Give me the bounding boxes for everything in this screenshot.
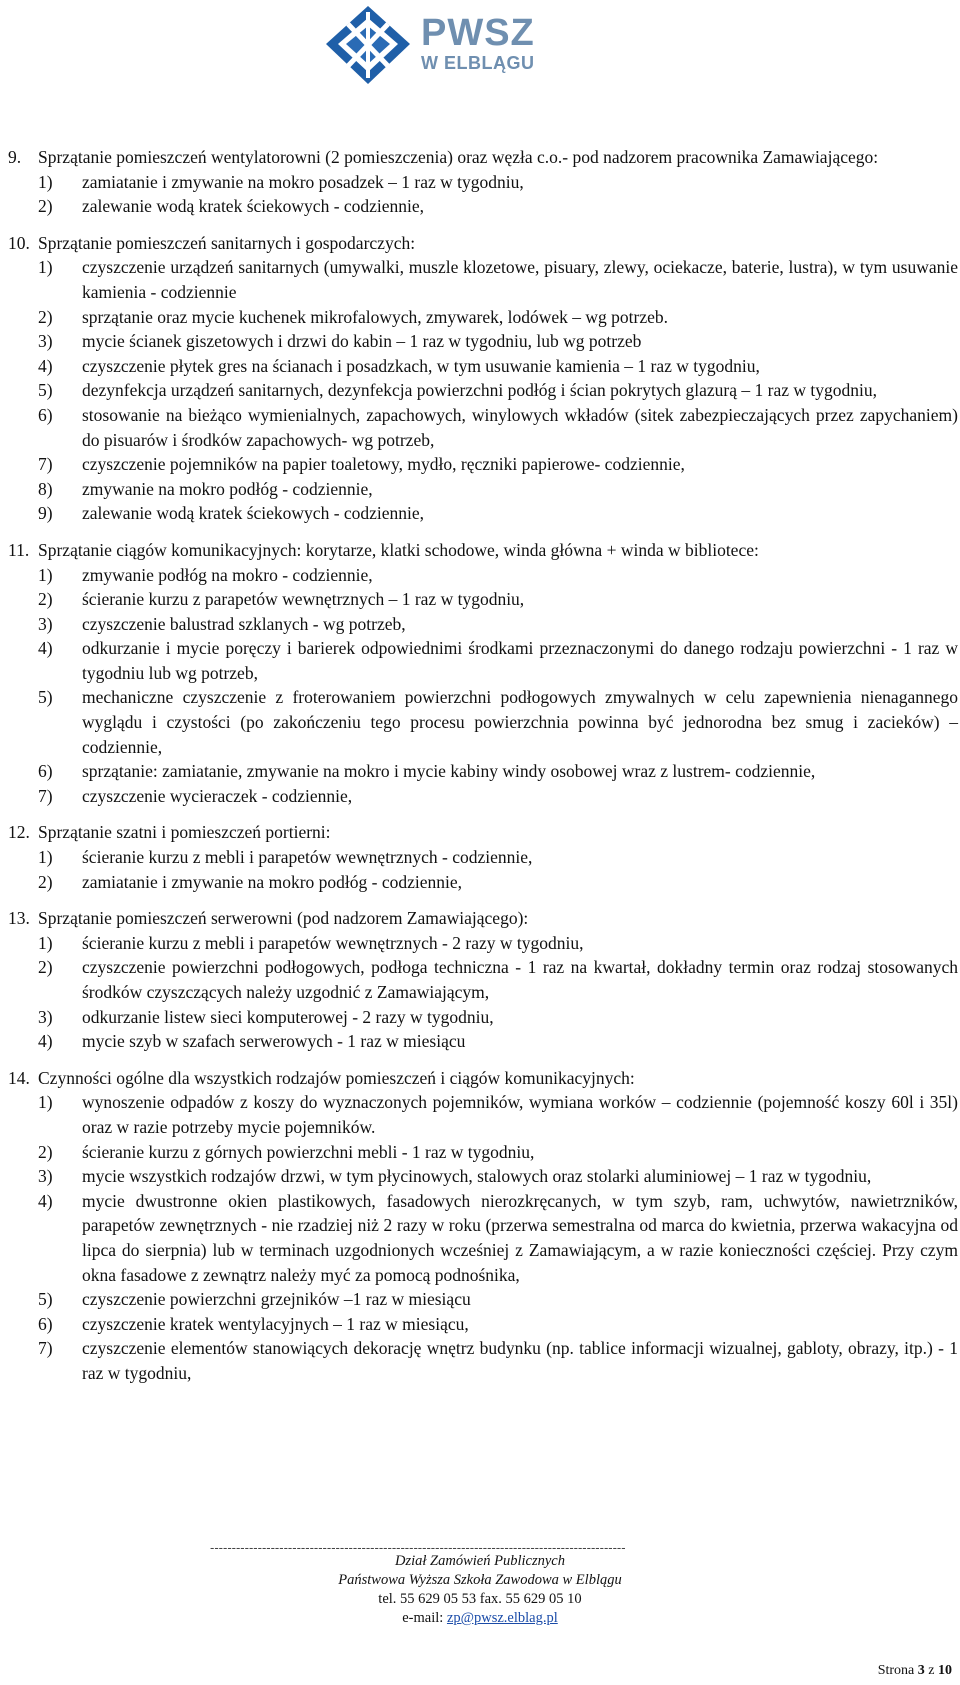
section-heading [8, 538, 958, 563]
footer-department: Dział Zamówień Publicznych [395, 1553, 565, 1569]
list-item-text: stosowanie na bieżąco wymienialnych, zapachowych, winylowych wkładów (sitek zabezpieczających przez zapychaniem) do pisuarów i środków zapachowych- wg potrzeb, [82, 404, 958, 450]
list-item [38, 612, 958, 637]
list-item-text: czyszczenie balustrad szklanych - wg potrzeb, [82, 613, 406, 634]
list-item [38, 329, 958, 354]
logo-emblem-icon [318, 4, 418, 86]
list-item-text: dezynfekcja urządzeń sanitarnych, dezynfekcja powierzchni podłóg i ścian pokrytych glazurą – 1 raz w tygodniu, [82, 380, 877, 401]
list-item [38, 870, 958, 895]
list-item-number: 1) [38, 847, 53, 868]
list-item-number: 6) [38, 404, 53, 425]
logo-sub-text: W ELBLĄGU [421, 53, 535, 73]
list-item-number: 6) [38, 1313, 53, 1334]
list-item-text: odkurzanie listew sieci komputerowej - 2 razy w tygodniu, [82, 1006, 494, 1027]
list-item-number: 4) [38, 1031, 53, 1052]
section-spacer [8, 526, 958, 538]
section-items [8, 563, 958, 809]
list-item [38, 403, 958, 452]
list-item [38, 477, 958, 502]
footer-contact [240, 1552, 720, 1628]
list-item-text: ścieranie kurzu z górnych powierzchni mebli - 1 raz w tygodniu, [82, 1141, 535, 1162]
list-item-text: ścieranie kurzu z parapetów wewnętrznych – 1 raz w tygodniu, [82, 589, 525, 610]
list-item-text: zamiatanie i zmywanie na mokro podłóg - codziennie, [82, 871, 463, 892]
list-item [38, 1029, 958, 1054]
footer-email-line [240, 1609, 720, 1628]
footer-phone: tel. 55 629 05 53 fax. 55 629 05 10 [378, 1591, 582, 1607]
list-item-text: zamiatanie i zmywanie na mokro posadzek – 1 raz w tygodniu, [82, 171, 524, 192]
section [8, 906, 958, 1054]
list-item-number: 2) [38, 957, 53, 978]
list-item [38, 452, 958, 477]
list-item-text: mycie dwustronne okien plastikowych, fasadowych nierozkręcanych, w tym szyb, ram, uchwytów, nawietrzników, parapetów zewnętrznych - nie rzadziej niż 2 razy w roku (przerwa semestralna od marca do kwietnia, przerwa wakacyjna od lipca do sierpnia) lub w terminach uzgodnionych wcześniej z Zamawiającym, a w razie konieczności częściej. Przy czym okna fasadowe z zewnątrz należy myć za pomocą podnośnika, [82, 1190, 958, 1285]
page-label: Strona [877, 1663, 918, 1678]
list-item [38, 1005, 958, 1030]
list-item-number: 1) [38, 257, 53, 278]
footer-email-label: e-mail: [402, 1610, 447, 1626]
list-item-number: 3) [38, 1166, 53, 1187]
section-spacer [8, 808, 958, 820]
section [8, 145, 958, 219]
list-item [38, 1336, 958, 1385]
section-spacer [8, 1054, 958, 1066]
list-item-number: 1) [38, 932, 53, 953]
list-item [38, 759, 958, 784]
list-item [38, 170, 958, 195]
list-item-number: 2) [38, 1141, 53, 1162]
list-item [38, 784, 958, 809]
section-number: 13. [8, 908, 30, 929]
list-item-text: odkurzanie i mycie poręczy i barierek odpowiednimi środkami przeznaczonymi do danego rodzaju powierzchni - 1 raz w tygodniu lub wg potrzeb, [82, 638, 958, 683]
list-item [38, 587, 958, 612]
list-item-number: 3) [38, 613, 53, 634]
list-item-number: 7) [38, 785, 53, 806]
section-heading [8, 906, 958, 931]
list-item [38, 1287, 958, 1312]
list-item [38, 194, 958, 219]
list-item [38, 685, 958, 759]
page-sep: z [924, 1663, 938, 1678]
section-title: Sprzątanie pomieszczeń sanitarnych i gospodarczych: [38, 232, 416, 253]
section-number: 14. [8, 1067, 30, 1088]
list-item-number: 1) [38, 171, 53, 192]
list-item-number: 4) [38, 355, 53, 376]
document-body [8, 145, 958, 1386]
list-item-number: 9) [38, 503, 53, 524]
section-number: 10. [8, 232, 30, 253]
list-item-number: 6) [38, 761, 53, 782]
section-spacer [8, 219, 958, 231]
page-current: 3 [917, 1663, 925, 1678]
section-heading [8, 1066, 958, 1091]
list-item-number: 5) [38, 1289, 53, 1310]
list-item [38, 255, 958, 304]
section-items [8, 170, 958, 219]
list-item-text: zmywanie podłóg na mokro - codziennie, [82, 564, 373, 585]
section [8, 1066, 958, 1386]
section-items [8, 255, 958, 526]
list-item-text: sprzątanie oraz mycie kuchenek mikrofalowych, zmywarek, lodówek – wg potrzeb. [82, 306, 669, 327]
section-heading [8, 231, 958, 256]
list-item-number: 7) [38, 454, 53, 475]
list-item-text: mycie ścianek giszetowych i drzwi do kabin – 1 raz w tygodniu, lub wg potrzeb [82, 331, 642, 352]
logo-wordmark [421, 14, 535, 72]
list-item [38, 501, 958, 526]
list-item-number: 2) [38, 306, 53, 327]
list-item-text: mycie wszystkich rodzajów drzwi, w tym płycinowych, stalowych oraz stolarki aluminiowej – 1 raz w tygodniu, [82, 1166, 872, 1187]
list-item [38, 354, 958, 379]
list-item-text: czyszczenie wycieraczek - codziennie, [82, 785, 353, 806]
list-item-text: czyszczenie kratek wentylacyjnych – 1 raz w miesiącu, [82, 1313, 469, 1334]
list-item [38, 1140, 958, 1165]
list-item-text: wynoszenie odpadów z koszy do wyznaczonych pojemników, wymiana worków – codziennie (pojemność koszy 60l i 35l) oraz w razie potrzeby mycie pojemników. [82, 1092, 958, 1137]
section-number: 9. [8, 147, 22, 167]
list-item-text: czyszczenie powierzchni grzejników –1 raz w miesiącu [82, 1289, 471, 1310]
list-item [38, 1090, 958, 1139]
list-item [38, 636, 958, 685]
footer-school: Państwowa Wyższa Szkoła Zawodowa w Elblągu [338, 1572, 622, 1588]
list-item-number: 2) [38, 196, 53, 217]
section-title: Sprzątanie pomieszczeń serwerowni (pod nadzorem Zamawiającego): [38, 908, 529, 929]
section-title: Sprzątanie pomieszczeń wentylatorowni (2 pomieszczenia) oraz węzła c.o.- pod nadzorem pracownika Zamawiającego: [38, 147, 879, 167]
section-title: Sprzątanie szatni i pomieszczeń portierni: [38, 822, 331, 843]
section-spacer [8, 894, 958, 906]
list-item-text: czyszczenie powierzchni podłogowych, podłoga techniczna - 1 raz na kwartał, dokładny termin oraz rodzaj stosowanych środków czyszczących należy uzgodnić z Zamawiającym, [82, 957, 958, 1002]
list-item-text: czyszczenie urządzeń sanitarnych (umywalki, muszle klozetowe, pisuary, zlewy, ociekacze, baterie, lustra), w tym usuwanie kamienia - codziennie [82, 257, 958, 302]
section-title: Czynności ogólne dla wszystkich rodzajów pomieszczeń i ciągów komunikacyjnych: [38, 1067, 635, 1088]
list-item-number: 5) [38, 380, 53, 401]
list-item [38, 305, 958, 330]
section [8, 820, 958, 894]
section-items [8, 931, 958, 1054]
list-item-number: 5) [38, 687, 53, 708]
list-item-number: 1) [38, 1092, 53, 1113]
section-number: 11. [8, 539, 30, 560]
list-item-number: 3) [38, 331, 53, 352]
list-item-number: 4) [38, 638, 53, 659]
list-item-text: czyszczenie elementów stanowiących dekorację wnętrz budynku (np. tablice informacji wizualnej, gabloty, obrazy, itp.) - 1 raz w tygodniu, [82, 1338, 958, 1383]
section-heading [8, 145, 958, 170]
list-item-number: 2) [38, 589, 53, 610]
list-item-number: 4) [38, 1190, 53, 1211]
list-item-text: mechaniczne czyszczenie z froterowaniem powierzchni podłogowych zmywalnych w celu zapewnienia nienagannego wyglądu i czystości (po zakończeniu tego procesu powierzchnia powinna być jednorodna bez smug i zacieków) – codziennie, [82, 687, 958, 757]
list-item-number: 8) [38, 478, 53, 499]
list-item-text: mycie szyb w szafach serwerowych - 1 raz w miesiącu [82, 1031, 466, 1052]
list-item [38, 563, 958, 588]
section-title: Sprzątanie ciągów komunikacyjnych: korytarze, klatki schodowe, winda główna + winda w bibliotece: [38, 539, 759, 560]
page-number [878, 1663, 952, 1679]
list-item-text: zmywanie na mokro podłóg - codziennie, [82, 478, 373, 499]
list-item-number: 3) [38, 1006, 53, 1027]
list-item-text: sprzątanie: zamiatanie, zmywanie na mokro i mycie kabiny windy osobowej wraz z lustrem- codziennie, [82, 761, 816, 782]
pwsz-logo [318, 4, 568, 86]
list-item-number: 1) [38, 564, 53, 585]
list-item-number: 2) [38, 871, 53, 892]
list-item [38, 378, 958, 403]
section-number: 12. [8, 822, 30, 843]
logo-main-text: PWSZ [421, 12, 535, 54]
list-item [38, 931, 958, 956]
list-item [38, 845, 958, 870]
list-item [38, 955, 958, 1004]
list-item [38, 1312, 958, 1337]
section-items [8, 1090, 958, 1385]
list-item-number: 7) [38, 1338, 53, 1359]
list-item-text: ścieranie kurzu z mebli i parapetów wewnętrznych - 2 razy w tygodniu, [82, 932, 584, 953]
section-items [8, 845, 958, 894]
list-item-text: czyszczenie płytek gres na ścianach i posadzkach, w tym usuwanie kamienia – 1 raz w tygodniu, [82, 355, 760, 376]
footer-divider: ------------------------------------------------------------------------------------------------ [210, 1540, 626, 1555]
list-item [38, 1164, 958, 1189]
footer-email-link[interactable]: zp@pwsz.elblag.pl [446, 1610, 558, 1626]
list-item-text: zalewanie wodą kratek ściekowych - codziennie, [82, 503, 425, 524]
list-item-text: ścieranie kurzu z mebli i parapetów wewnętrznych - codziennie, [82, 847, 533, 868]
section-heading [8, 820, 958, 845]
section [8, 231, 958, 526]
page-total: 10 [938, 1663, 952, 1678]
section [8, 538, 958, 809]
list-item-text: czyszczenie pojemników na papier toaletowy, mydło, ręczniki papierowe- codziennie, [82, 454, 685, 475]
list-item-text: zalewanie wodą kratek ściekowych - codziennie, [82, 196, 425, 217]
list-item [38, 1189, 958, 1287]
